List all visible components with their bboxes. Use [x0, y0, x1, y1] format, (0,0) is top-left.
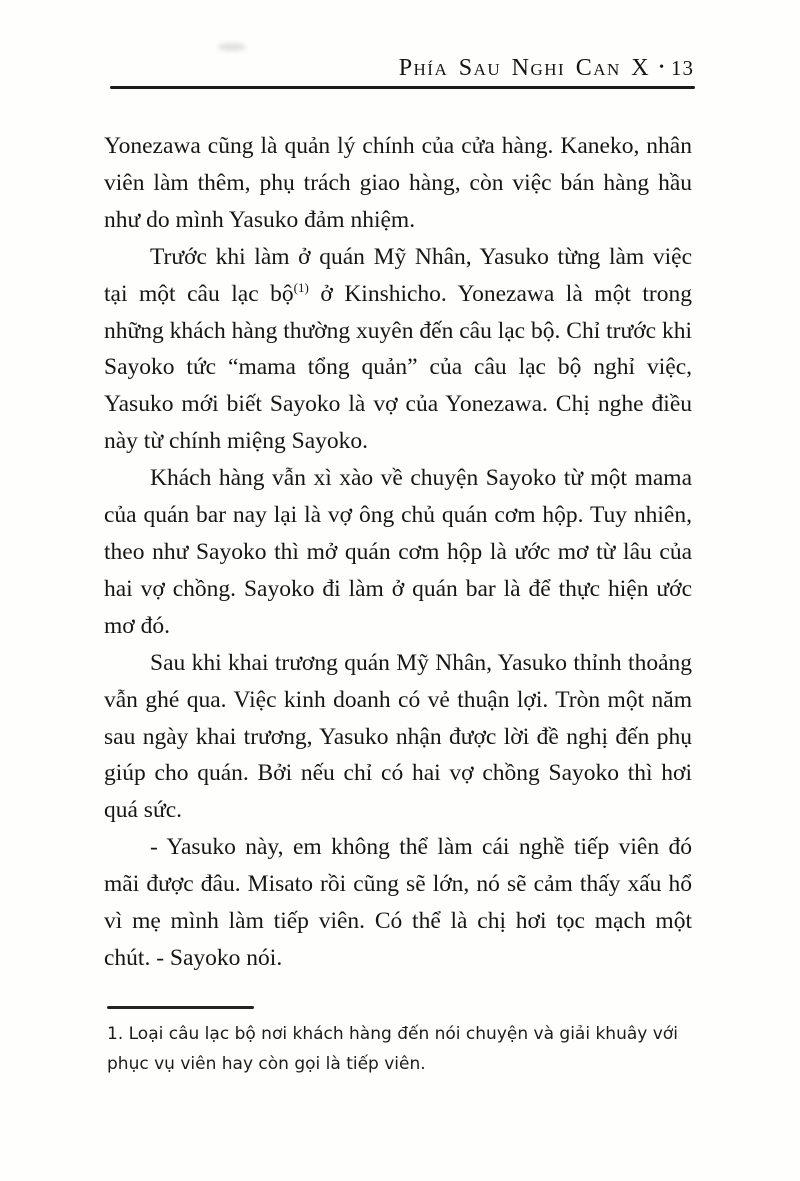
page-header — [399, 55, 694, 82]
body-text — [104, 128, 692, 977]
paragraph-3: Khách hàng vẫn xì xào về chuyện Sayoko từ một mama của quán bar nay lại là vợ ông chủ quán cơm hộp. Tuy nhiên, theo như Sayoko thì mở quán cơm hộp là ước mơ từ lâu của hai vợ chồng. Sayoko đi làm ở quán bar là để thực hiện ước mơ đó. — [104, 465, 692, 639]
footnote-ref-marker: (1) — [293, 279, 309, 295]
footnote-rule — [107, 1006, 254, 1009]
running-title: Phía Sau Nghi Can X — [398, 55, 651, 81]
footnote-text: 1. Loại câu lạc bộ nơi khách hàng đến nói chuyện và giải khuây với phục vụ viên hay còn gọi là tiếp viên. — [107, 1024, 678, 1074]
page-number: 13 — [671, 56, 694, 80]
paragraph-2-text-continued: ở Kinshicho. Yonezawa là một trong những khách hàng thường xuyên đến câu lạc bộ. Chỉ trước khi Sayoko tức “mama tổng quản” của câu lạc bộ nghỉ việc, Yasuko mới biết Sayoko là vợ của Yonezawa. Chị nghe điều này từ chính miệng Sayoko. — [104, 280, 692, 455]
paragraph-2-text: Trước khi làm ở quán Mỹ Nhân, Yasuko từng làm việc tại một câu lạc bộ — [104, 243, 692, 307]
paragraph-2 — [104, 239, 692, 460]
header-rule — [110, 86, 695, 89]
paragraph-5-dialogue: - Yasuko này, em không thể làm cái nghề tiếp viên đó mãi được đâu. Misato rồi cũng sẽ lớn, nó sẽ cảm thấy xấu hổ vì mẹ mình làm tiếp viên. Có thể là chị hơi tọc mạch một chút. - Sayoko nói. — [104, 834, 692, 971]
paragraph-4: Sau khi khai trương quán Mỹ Nhân, Yasuko thỉnh thoảng vẫn ghé qua. Việc kinh doanh có vẻ thuận lợi. Tròn một năm sau ngày khai trương, Yasuko nhận được lời đề nghị đến phụ giúp cho quán. Bởi nếu chỉ có hai vợ chồng Sayoko thì hơi quá sức. — [104, 649, 692, 824]
paragraph-1: Yonezawa cũng là quản lý chính của cửa hàng. Kaneko, nhân viên làm thêm, phụ trách giao hàng, còn việc bán hàng hầu như do mình Yasuko đảm nhiệm. — [104, 133, 692, 233]
scan-smudge — [218, 43, 246, 51]
header-separator-dot: • — [659, 60, 664, 75]
